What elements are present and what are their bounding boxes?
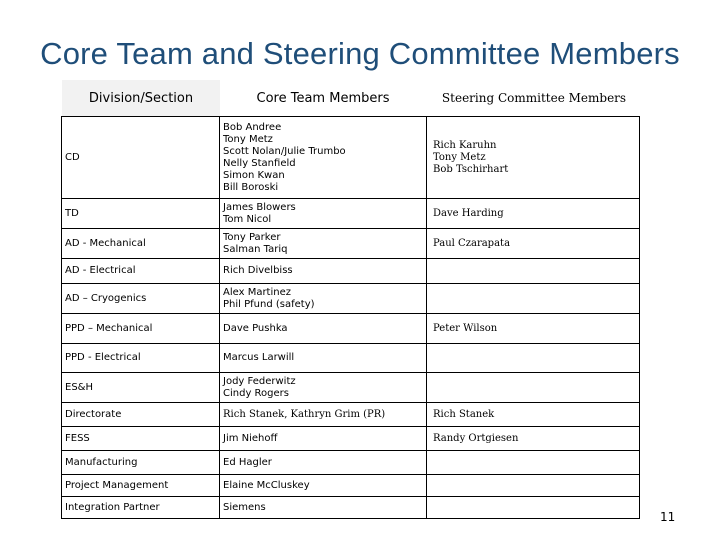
core-team-cell: Rich Divelbiss [220, 259, 427, 284]
division-cell: Integration Partner [62, 497, 220, 519]
table-row [62, 427, 640, 451]
division-cell: Manufacturing [62, 451, 220, 475]
core-team-cell: Ed Hagler [220, 451, 427, 475]
steering-cell [427, 497, 640, 519]
core-team-cell: Siemens [220, 497, 427, 519]
core-team-cell: Rich Stanek, Kathryn Grim (PR) [220, 403, 427, 427]
table-row [62, 373, 640, 403]
division-cell: CD [62, 117, 220, 199]
steering-cell: Peter Wilson [427, 314, 640, 344]
steering-cell [427, 475, 640, 497]
division-cell: Project Management [62, 475, 220, 497]
steering-committee-column-header: Steering Committee Members [428, 80, 640, 116]
members-table [61, 116, 640, 519]
table-row [62, 344, 640, 373]
core-team-cell: Tony Parker Salman Tariq [220, 229, 427, 259]
division-cell: FESS [62, 427, 220, 451]
core-team-cell: Marcus Larwill [220, 344, 427, 373]
core-team-cell: Alex Martinez Phil Pfund (safety) [220, 284, 427, 314]
table-row [62, 259, 640, 284]
division-cell: ES&H [62, 373, 220, 403]
core-team-cell: Jim Niehoff [220, 427, 427, 451]
core-team-cell: Jody Federwitz Cindy Rogers [220, 373, 427, 403]
steering-cell: Rich Stanek [427, 403, 640, 427]
division-cell: PPD - Electrical [62, 344, 220, 373]
table-row [62, 284, 640, 314]
table-row [62, 403, 640, 427]
division-cell: AD – Cryogenics [62, 284, 220, 314]
table-row [62, 497, 640, 519]
division-cell: AD - Electrical [62, 259, 220, 284]
steering-cell: Randy Ortgiesen [427, 427, 640, 451]
steering-cell: Rich Karuhn Tony Metz Bob Tschirhart [427, 117, 640, 199]
steering-cell [427, 451, 640, 475]
division-cell: AD - Mechanical [62, 229, 220, 259]
division-cell: Directorate [62, 403, 220, 427]
steering-cell [427, 373, 640, 403]
division-cell: TD [62, 199, 220, 229]
steering-cell: Dave Harding [427, 199, 640, 229]
table-row [62, 117, 640, 199]
table-row [62, 229, 640, 259]
core-team-cell: Bob Andree Tony Metz Scott Nolan/Julie Trumbo Nelly Stanfield Simon Kwan Bill Boroski [220, 117, 427, 199]
table-row [62, 314, 640, 344]
division-column-header: Division/Section [62, 80, 220, 116]
core-team-cell: James Blowers Tom Nicol [220, 199, 427, 229]
core-team-column-header: Core Team Members [222, 80, 424, 116]
steering-cell [427, 344, 640, 373]
steering-cell: Paul Czarapata [427, 229, 640, 259]
core-team-cell: Dave Pushka [220, 314, 427, 344]
steering-cell [427, 259, 640, 284]
page-number: 11 [660, 510, 676, 524]
core-team-cell: Elaine McCluskey [220, 475, 427, 497]
table-row [62, 199, 640, 229]
division-cell: PPD – Mechanical [62, 314, 220, 344]
steering-cell [427, 284, 640, 314]
table-row [62, 475, 640, 497]
table-row [62, 451, 640, 475]
slide-title: Core Team and Steering Committee Members [40, 36, 680, 71]
